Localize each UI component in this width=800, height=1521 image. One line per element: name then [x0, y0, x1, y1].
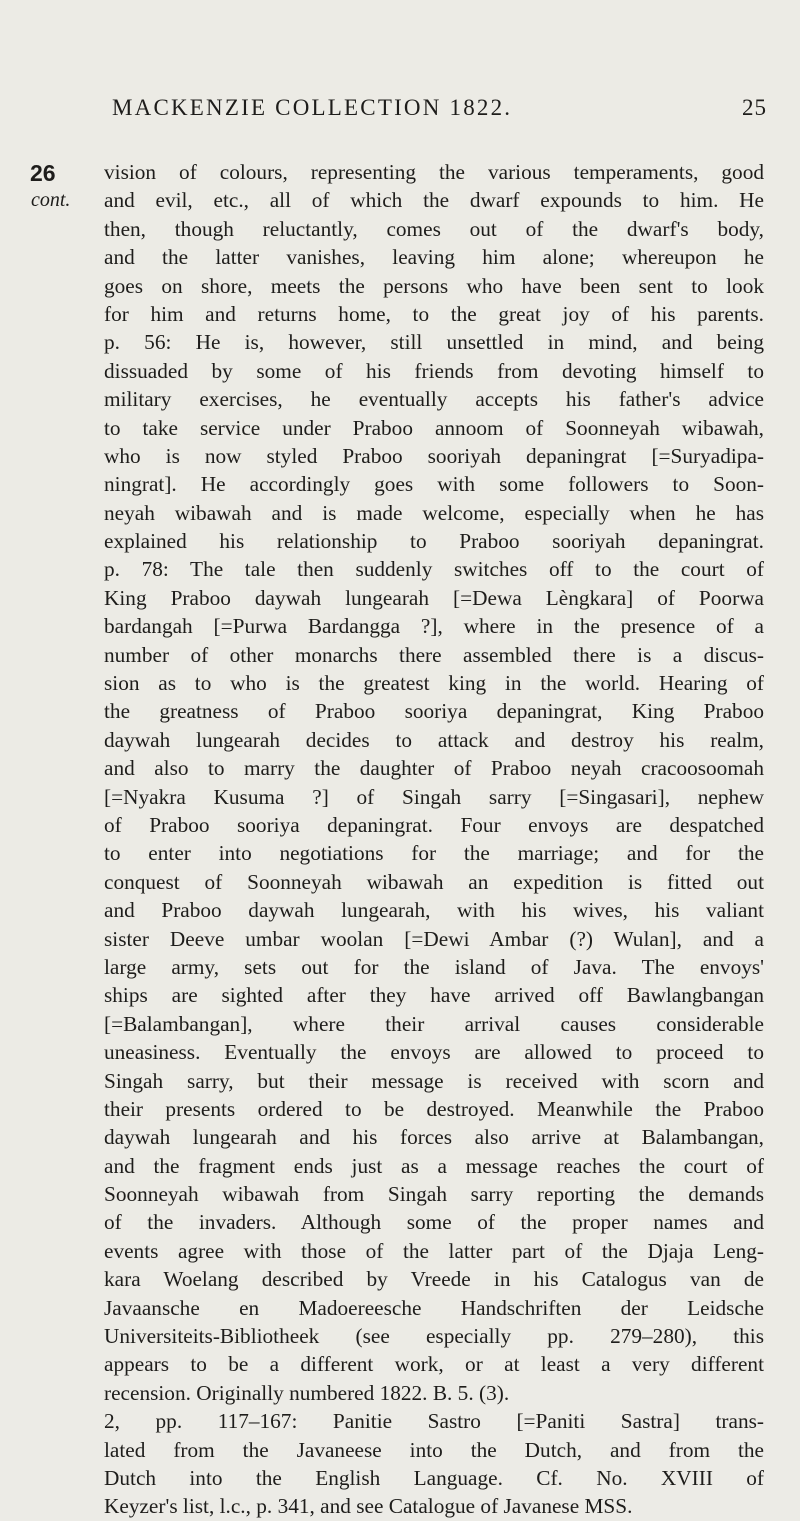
text-line: for him and returns home, to the great joy of his parents.: [104, 301, 764, 326]
text-line: events agree with those of the latter part of the Djaja Leng-: [104, 1238, 764, 1263]
text-line: goes on shore, meets the persons who have been sent to look: [104, 273, 764, 298]
text-line: appears to be a different work, or at least a very different: [104, 1352, 764, 1377]
text-line: to take service under Praboo annoom of Soonneyah wibawah,: [104, 415, 764, 440]
running-header: [112, 95, 767, 125]
text-line: Javaansche en Madoereesche Handschriften der Leidsche: [104, 1295, 764, 1320]
text-line: lated from the Javaneese into the Dutch, and from the: [104, 1437, 764, 1462]
text-line: daywah lungearah and his forces also arrive at Balambangan,: [104, 1125, 764, 1150]
text-line: Universiteits-Bibliotheek (see especially pp. 279–280), this: [104, 1324, 764, 1349]
text-line: of the invaders. Although some of the proper names and: [104, 1210, 764, 1235]
running-title: MACKENZIE COLLECTION 1822.: [112, 95, 513, 120]
text-line: ships are sighted after they have arrived off Bawlangbangan: [104, 983, 764, 1008]
text-line: conquest of Soonneyah wibawah an expedition is fitted out: [104, 869, 764, 894]
text-line: to enter into negotiations for the marriage; and for the: [104, 841, 764, 866]
text-line: vision of colours, representing the various temperaments, good: [104, 160, 764, 184]
text-line: daywah lungearah decides to attack and destroy his realm,: [104, 727, 764, 752]
text-line: large army, sets out for the island of Java. The envoys': [104, 954, 764, 979]
text-line: bardangah [=Purwa Bardangga ?], where in the presence of a: [104, 614, 764, 639]
text-line: Singah sarry, but their message is received with scorn and: [104, 1068, 764, 1093]
text-line: military exercises, he eventually accepts his father's advice: [104, 387, 764, 412]
text-line: uneasiness. Eventually the envoys are allowed to proceed to: [104, 1040, 764, 1065]
text-line: the greatness of Praboo sooriya depaningrat, King Praboo: [104, 699, 764, 724]
text-line: Dutch into the English Language. Cf. No. XVIII of: [104, 1465, 764, 1490]
body-text: [104, 158, 764, 1521]
text-line: kara Woelang described by Vreede in his Catalogus van de: [104, 1267, 764, 1292]
text-line: Soonneyah wibawah from Singah sarry reporting the demands: [104, 1182, 764, 1207]
text-line: who is now styled Praboo sooriyah depaningrat [=Suryadipa-: [104, 443, 764, 468]
text-line: and Praboo daywah lungearah, with his wives, his valiant: [104, 898, 764, 923]
text-line: Keyzer's list, l.c., p. 341, and see Catalogue of Javanese MSS.: [104, 1494, 633, 1519]
continued-label: cont.: [31, 189, 71, 211]
text-line: number of other monarchs there assembled there is a discus-: [104, 642, 764, 667]
text-line: [=Balambangan], where their arrival causes considerable: [104, 1011, 764, 1036]
text-line: dissuaded by some of his friends from devoting himself to: [104, 358, 764, 383]
text-line: then, though reluctantly, comes out of the dwarf's body,: [104, 216, 764, 241]
text-line: sion as to who is the greatest king in the world. Hearing of: [104, 671, 764, 696]
entry-number: 26: [30, 160, 56, 186]
text-line: ningrat]. He accordingly goes with some followers to Soon-: [104, 472, 764, 497]
text-line: [=Nyakra Kusuma ?] of Singah sarry [=Singasari], nephew: [104, 784, 764, 809]
text-line: neyah wibawah and is made welcome, especially when he has: [104, 500, 764, 525]
text-line: of Praboo sooriya depaningrat. Four envoys are despatched: [104, 812, 764, 837]
text-line: their presents ordered to be destroyed. Meanwhile the Praboo: [104, 1096, 764, 1121]
text-line: recension. Originally numbered 1822. B. 5. (3).: [104, 1380, 510, 1405]
text-line: sister Deeve umbar woolan [=Dewi Ambar (?) Wulan], and a: [104, 926, 764, 951]
text-line: and evil, etc., all of which the dwarf expounds to him. He: [104, 188, 764, 213]
text-line: p. 78: The tale then suddenly switches off to the court of: [104, 557, 764, 582]
text-line: explained his relationship to Praboo sooriyah depaningrat.: [104, 529, 764, 554]
text-line: p. 56: He is, however, still unsettled in mind, and being: [104, 330, 764, 355]
text-line: King Praboo daywah lungearah [=Dewa Lèngkara] of Poorwa: [104, 585, 764, 610]
page-number: 25: [742, 95, 767, 120]
text-line: and also to marry the daughter of Praboo neyah cracoosoomah: [104, 756, 764, 781]
text-line: 2, pp. 117–167: Panitie Sastro [=Paniti Sastra] trans-: [104, 1409, 764, 1434]
text-line: and the fragment ends just as a message reaches the court of: [104, 1153, 764, 1178]
text-line: and the latter vanishes, leaving him alone; whereupon he: [104, 245, 764, 270]
